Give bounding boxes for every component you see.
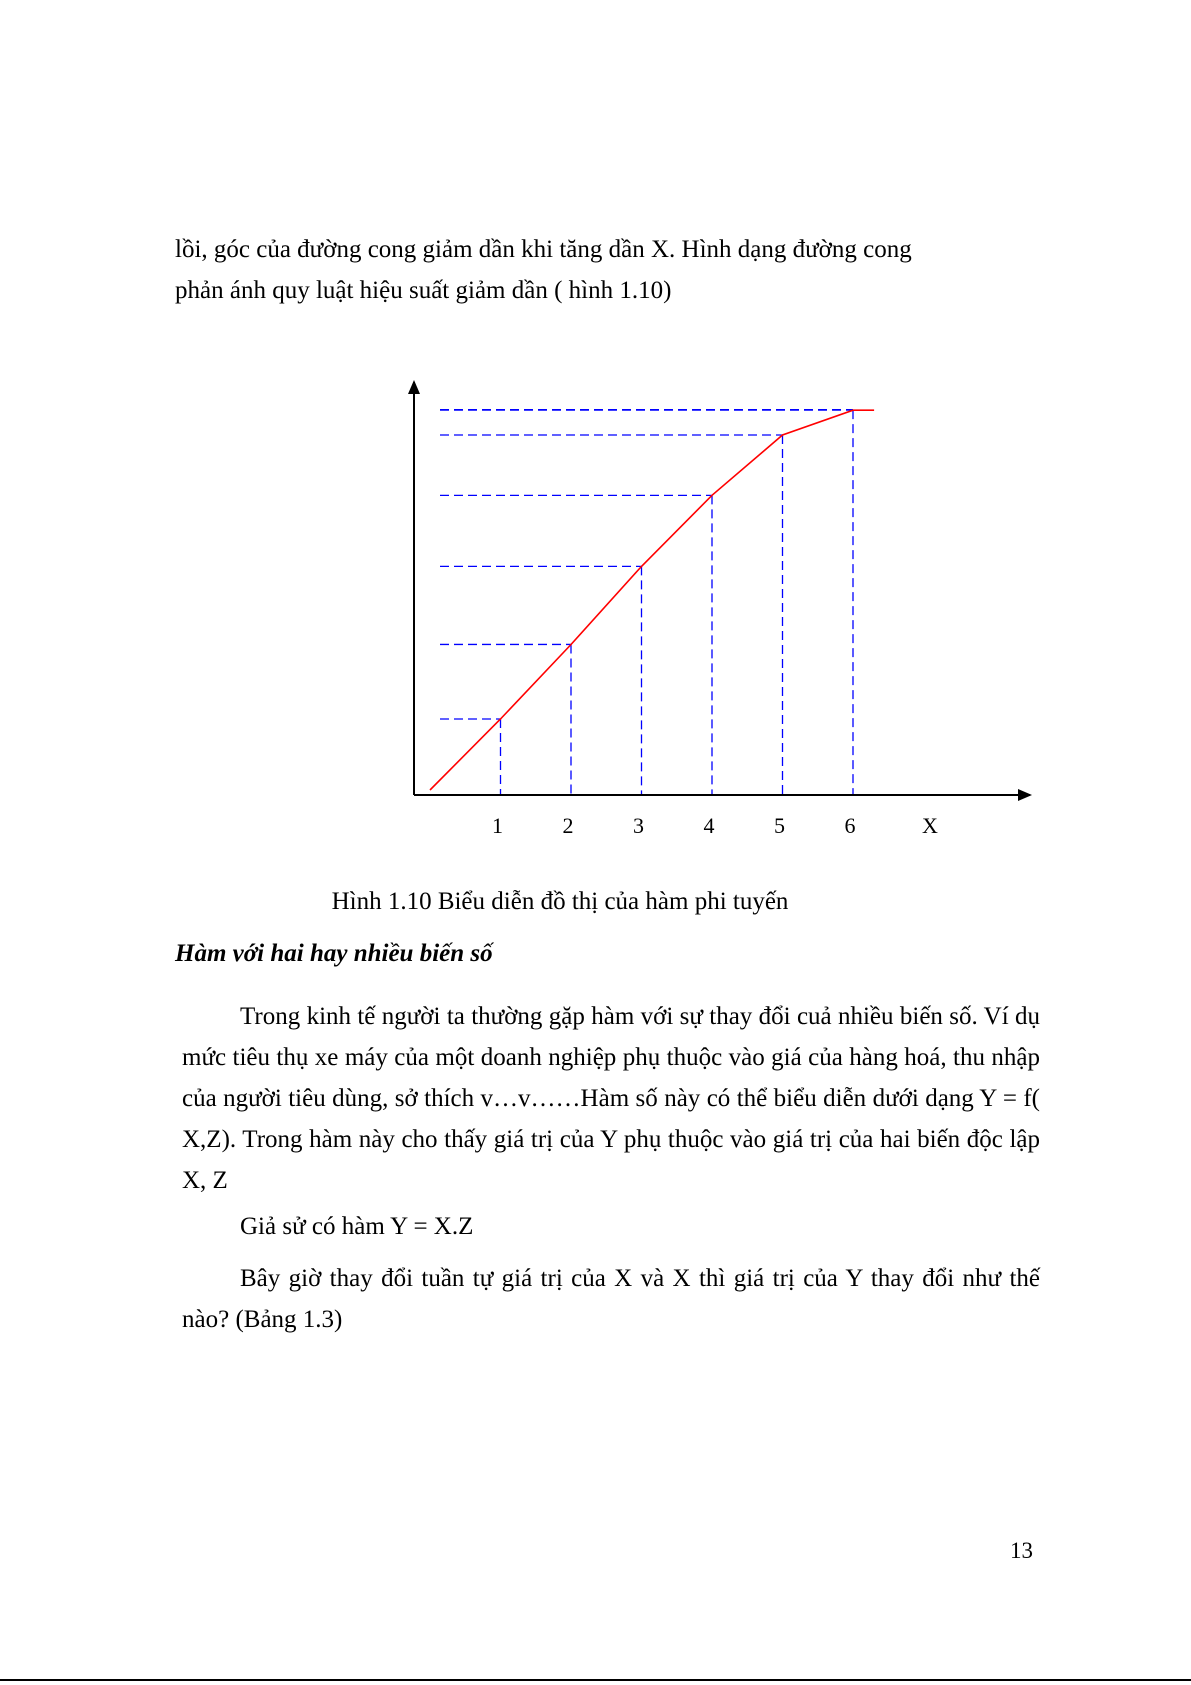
x-tick-label-5: 5 [774,813,785,838]
intro-line-2: phản ánh quy luật hiệu suất giảm dần ( hình 1.10) [175,277,672,304]
bottom-rule [0,1679,1191,1681]
section-heading: Hàm với hai hay nhiều biến số [175,940,493,967]
intro-line-1: lồi, góc của đường cong giảm dần khi tăng dần X. Hình dạng đường cong [175,236,912,263]
paragraph-3: Bây giờ thay đổi tuần tự giá trị của X và X thì giá trị của Y thay đổi như thế nào? (Bảng 1.3) [182,1265,1040,1333]
x-axis-label: X [922,813,938,838]
x-tick-label-6: 6 [844,813,856,838]
x-tick-label-1: 1 [492,813,503,838]
x-tick-label-2: 2 [562,813,574,838]
x-tick-label-3: 3 [633,813,644,838]
paragraph-2: Giả sử có hàm Y = X.Z [240,1213,474,1240]
paragraph-1: Trong kinh tế người ta thường gặp hàm với sự thay đổi cuả nhiều biến số. Ví dụ mức tiêu thụ xe máy của một doanh nghiệp phụ thuộc vào giá của hàng hoá, thu nhập của người tiêu dùng, sở thích v…v……Hàm số này có thể biểu diễn dưới dạng Y = f( X,Z). Trong hàm này cho thấy giá trị của Y phụ thuộc vào giá trị của hai biến độc lập X, Z [182,1003,1040,1194]
figure-caption: Hình 1.10 Biểu diễn đồ thị của hàm phi tuyến [331,888,789,915]
red-curve-series [430,410,874,790]
page-number: 13 [1010,1538,1033,1563]
x-tick-label-4: 4 [703,813,715,838]
